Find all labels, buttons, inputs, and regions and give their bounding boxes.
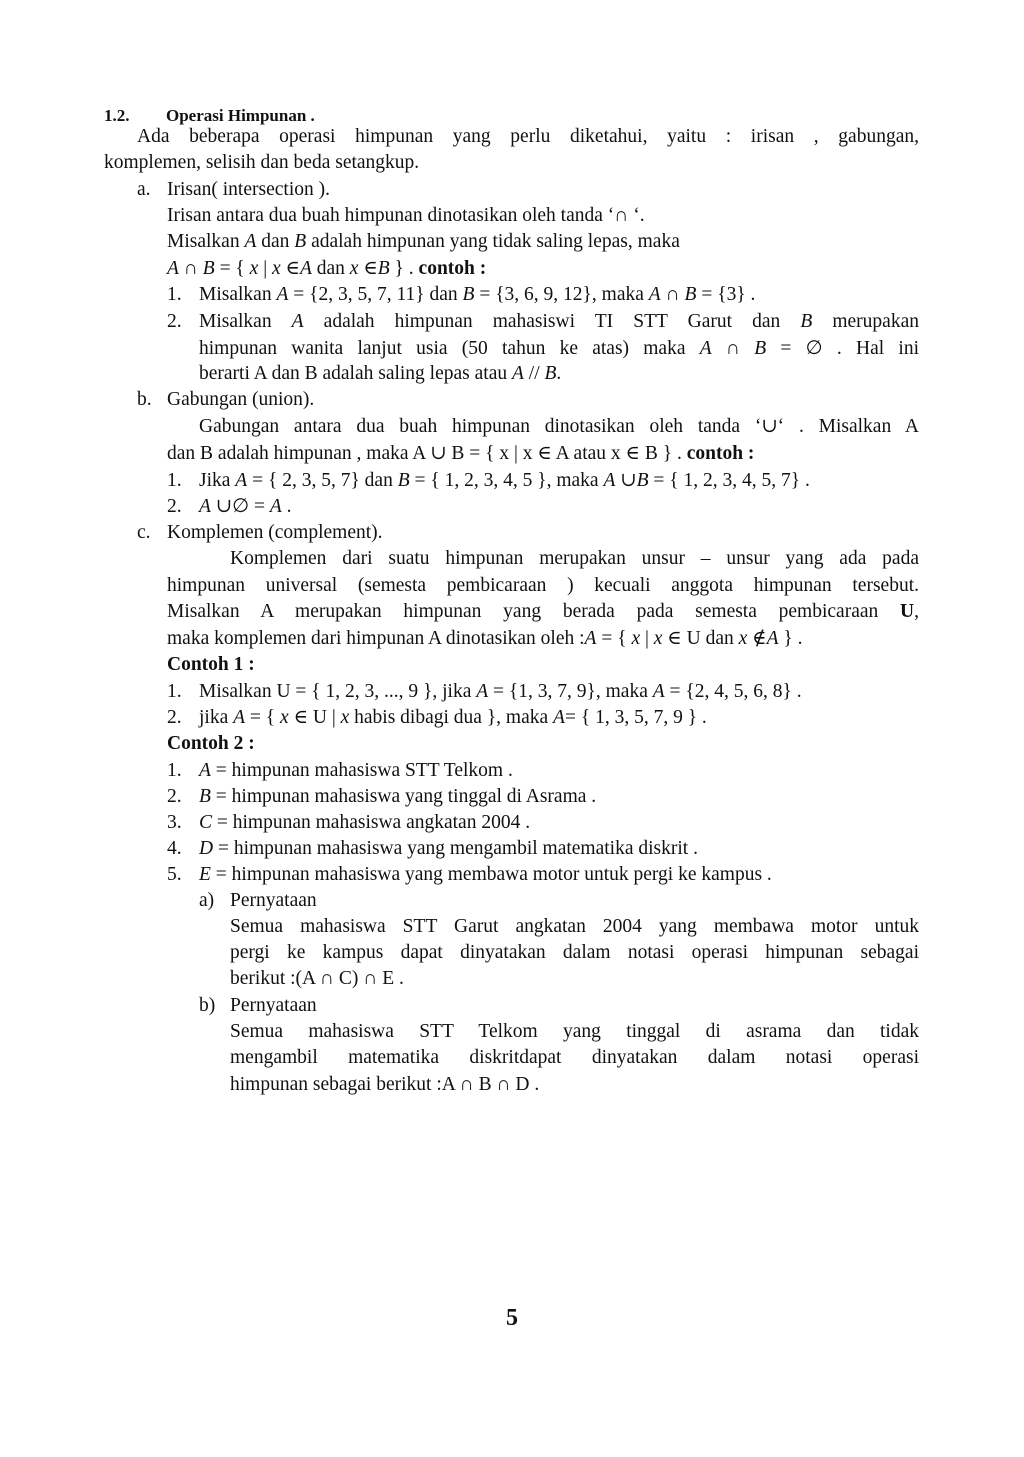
list-number: 1. bbox=[167, 760, 182, 781]
irisan-description: Misalkan A dan B adalah himpunan yang tidak saling lepas, maka bbox=[167, 231, 680, 252]
gabungan-example-2: A ∪∅ = A . bbox=[199, 496, 292, 517]
gabungan-definition: Gabungan antara dua buah himpunan dinotasikan oleh tanda ‘∪‘ . Misalkan A bbox=[199, 416, 919, 437]
contoh-2-item-3: C = himpunan mahasiswa angkatan 2004 . bbox=[199, 812, 531, 833]
list-number: 2. bbox=[167, 496, 182, 517]
statement-a-line-3: berikut :(A ∩ C) ∩ E . bbox=[230, 968, 404, 989]
contoh-2-item-1: A = himpunan mahasiswa STT Telkom . bbox=[199, 760, 513, 781]
contoh-2-item-2: B = himpunan mahasiswa yang tinggal di Asrama . bbox=[199, 786, 597, 807]
statement-b-heading: Pernyataan bbox=[230, 995, 317, 1016]
irisan-example-2-line-1: Misalkan A adalah himpunan mahasiswi TI STT Garut dan B merupakan bbox=[199, 311, 919, 332]
list-number: 5. bbox=[167, 864, 182, 885]
irisan-example-2-line-3: berarti A dan B adalah saling lepas atau A // B. bbox=[199, 363, 562, 384]
irisan-example-2-line-2: himpunan wanita lanjut usia (50 tahun ke atas) maka A ∩ B = ∅ . Hal ini bbox=[199, 338, 919, 359]
list-marker: c. bbox=[137, 522, 151, 543]
gabungan-heading: Gabungan (union). bbox=[167, 389, 315, 410]
komplemen-paragraph-line-1: Komplemen dari suatu himpunan merupakan unsur – unsur yang ada pada bbox=[230, 548, 919, 569]
komplemen-heading: Komplemen (complement). bbox=[167, 522, 383, 543]
list-marker: b. bbox=[137, 389, 152, 410]
list-marker: b) bbox=[199, 995, 216, 1016]
statement-b-line-2: mengambil matematika diskritdapat dinyatakan dalam notasi operasi bbox=[230, 1047, 919, 1068]
section-title: Operasi Himpunan . bbox=[166, 106, 315, 125]
list-number: 4. bbox=[167, 838, 182, 859]
komplemen-paragraph-line-3: Misalkan A merupakan himpunan yang berada pada semesta pembicaraan U, bbox=[167, 601, 919, 622]
statement-b-line-1: Semua mahasiswa STT Telkom yang tinggal di asrama dan tidak bbox=[230, 1021, 919, 1042]
statement-a-line-2: pergi ke kampus dapat dinyatakan dalam notasi operasi himpunan sebagai bbox=[230, 942, 919, 963]
irisan-heading: Irisan( intersection ). bbox=[167, 179, 330, 200]
gabungan-formula: dan B adalah himpunan , maka A ∪ B = { x | x ∈ A atau x ∈ B } . contoh : bbox=[167, 443, 755, 464]
intro-line-2: komplemen, selisih dan beda setangkup. bbox=[104, 152, 420, 173]
komplemen-formula: maka komplemen dari himpunan A dinotasikan oleh :A = { x | x ∈ U dan x ∉A } . bbox=[167, 628, 803, 649]
list-marker: a. bbox=[137, 179, 151, 200]
list-number: 2. bbox=[167, 311, 182, 332]
list-number: 2. bbox=[167, 707, 182, 728]
list-number: 2. bbox=[167, 786, 182, 807]
contoh-1-heading: Contoh 1 : bbox=[167, 654, 255, 675]
intro-line-1: Ada beberapa operasi himpunan yang perlu diketahui, yaitu : irisan , gabungan, bbox=[137, 126, 919, 147]
contoh-2-item-5: E = himpunan mahasiswa yang membawa motor untuk pergi ke kampus . bbox=[199, 864, 772, 885]
statement-b-line-3: himpunan sebagai berikut :A ∩ B ∩ D . bbox=[230, 1074, 540, 1095]
section-number: 1.2. bbox=[104, 106, 130, 125]
statement-a-heading: Pernyataan bbox=[230, 890, 317, 911]
komplemen-paragraph-line-2: himpunan universal (semesta pembicaraan ) kecuali anggota himpunan tersebut. bbox=[167, 575, 919, 596]
contoh-1-example-1: Misalkan U = { 1, 2, 3, ..., 9 }, jika A = {1, 3, 7, 9}, maka A = {2, 4, 5, 6, 8} . bbox=[199, 681, 802, 702]
list-number: 3. bbox=[167, 812, 182, 833]
irisan-definition: Irisan antara dua buah himpunan dinotasikan oleh tanda ‘∩ ‘. bbox=[167, 205, 645, 226]
irisan-example-1: Misalkan A = {2, 3, 5, 7, 11} dan B = {3, 6, 9, 12}, maka A ∩ B = {3} . bbox=[199, 284, 756, 305]
irisan-formula: A ∩ B = { x | x ∈A dan x ∈B } . contoh : bbox=[167, 258, 487, 279]
list-number: 1. bbox=[167, 470, 182, 491]
list-number: 1. bbox=[167, 681, 182, 702]
contoh-1-example-2: jika A = { x ∈ U | x habis dibagi dua }, maka A= { 1, 3, 5, 7, 9 } . bbox=[199, 707, 707, 728]
gabungan-example-1: Jika A = { 2, 3, 5, 7} dan B = { 1, 2, 3, 4, 5 }, maka A ∪B = { 1, 2, 3, 4, 5, 7} . bbox=[199, 470, 810, 491]
page-number: 5 bbox=[506, 1305, 518, 1331]
contoh-2-heading: Contoh 2 : bbox=[167, 733, 255, 754]
list-number: 1. bbox=[167, 284, 182, 305]
contoh-2-item-4: D = himpunan mahasiswa yang mengambil matematika diskrit . bbox=[199, 838, 698, 859]
statement-a-line-1: Semua mahasiswa STT Garut angkatan 2004 yang membawa motor untuk bbox=[230, 916, 919, 937]
list-marker: a) bbox=[199, 890, 215, 911]
